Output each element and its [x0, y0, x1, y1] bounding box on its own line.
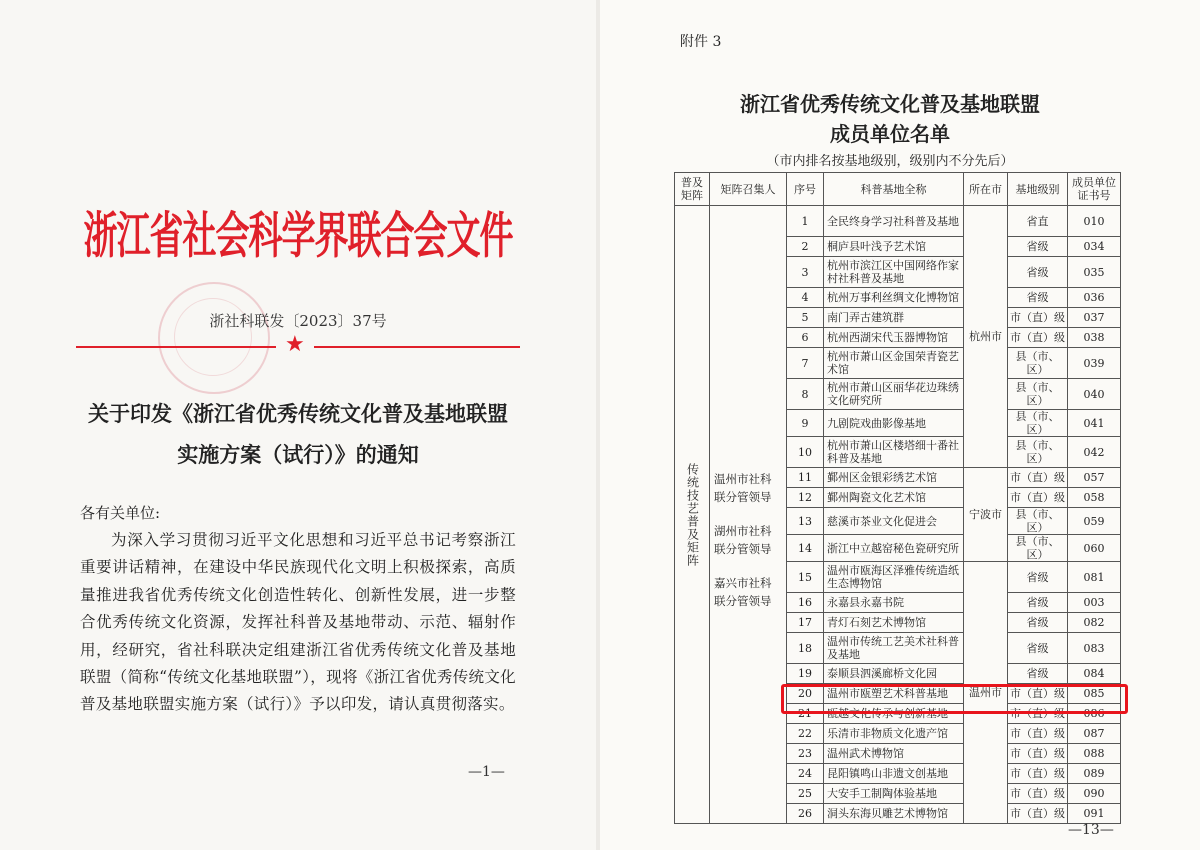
- base-name: 杭州市萧山区丽华花边珠绣文化研究所: [824, 379, 964, 410]
- base-level: 省级: [1008, 562, 1068, 593]
- row-number: 19: [787, 664, 824, 684]
- certificate-number: 084: [1068, 664, 1121, 684]
- certificate-number: 003: [1068, 593, 1121, 613]
- certificate-number: 059: [1068, 508, 1121, 535]
- base-level: 市（直）级: [1008, 328, 1068, 348]
- certificate-number: 088: [1068, 744, 1121, 764]
- list-subtitle: （市内排名按基地级别，级别内不分先后）: [766, 154, 1014, 169]
- base-level: 市（直）级: [1008, 684, 1068, 704]
- document-header: 浙江省社会科学界联合会文件: [83, 207, 513, 266]
- base-name: 杭州市萧山区楼塔细十番社科普及基地: [824, 437, 964, 468]
- certificate-number: 038: [1068, 328, 1121, 348]
- base-level: 省级: [1008, 613, 1068, 633]
- page-number-left: —1—: [468, 764, 505, 780]
- base-level: 省级: [1008, 288, 1068, 308]
- base-name: 全民终身学习社科普及基地: [824, 206, 964, 237]
- base-name: 青灯石刻艺术博物馆: [824, 613, 964, 633]
- certificate-number: 041: [1068, 410, 1121, 437]
- base-level: 省级: [1008, 664, 1068, 684]
- table-row: [675, 206, 1121, 237]
- certificate-number: 085: [1068, 684, 1121, 704]
- row-number: 20: [787, 684, 824, 704]
- base-name: 温州市瓯塑艺术科普基地: [824, 684, 964, 704]
- row-number: 6: [787, 328, 824, 348]
- member-table: [674, 172, 1121, 824]
- attachment-label: 附件 3: [680, 34, 722, 50]
- convener-name: 温州市社科联分管领导: [714, 472, 772, 504]
- base-level: 县（市、区）: [1008, 437, 1068, 468]
- base-name: 瓯越文化传承与创新基地: [824, 704, 964, 724]
- list-title-line1: 浙江省优秀传统文化普及基地联盟: [740, 92, 1040, 116]
- row-number: 1: [787, 206, 824, 237]
- column-header: 科普基地全称: [824, 173, 964, 206]
- base-level: 市（直）级: [1008, 704, 1068, 724]
- certificate-number: 090: [1068, 784, 1121, 804]
- certificate-number: 010: [1068, 206, 1121, 237]
- city-cell: 杭州市: [964, 206, 1008, 468]
- row-number: 22: [787, 724, 824, 744]
- row-number: 10: [787, 437, 824, 468]
- column-header: 基地级别: [1008, 173, 1068, 206]
- base-name: 南门弄古建筑群: [824, 308, 964, 328]
- page-number-right: —13—: [1068, 822, 1114, 838]
- base-level: 省级: [1008, 257, 1068, 288]
- column-header: 普及矩阵: [675, 173, 710, 206]
- column-header: 序号: [787, 173, 824, 206]
- red-star-icon: ★: [285, 332, 305, 357]
- base-level: 县（市、区）: [1008, 379, 1068, 410]
- base-name: 洞头东海贝雕艺术博物馆: [824, 804, 964, 824]
- row-number: 9: [787, 410, 824, 437]
- certificate-number: 086: [1068, 704, 1121, 724]
- row-number: 16: [787, 593, 824, 613]
- salutation: 各有关单位:: [80, 504, 161, 522]
- base-name: 杭州万事利丝绸文化博物馆: [824, 288, 964, 308]
- base-level: 县（市、区）: [1008, 410, 1068, 437]
- base-level: 省级: [1008, 237, 1068, 257]
- base-name: 桐庐县叶浅予艺术馆: [824, 237, 964, 257]
- base-name: 杭州市萧山区金国荣青瓷艺术馆: [824, 348, 964, 379]
- base-name: 大安手工制陶体验基地: [824, 784, 964, 804]
- base-level: 市（直）级: [1008, 784, 1068, 804]
- base-name: 泰顺县泗溪廊桥文化园: [824, 664, 964, 684]
- base-level: 市（直）级: [1008, 488, 1068, 508]
- base-name: 杭州市滨江区中国网络作家村社科普及基地: [824, 257, 964, 288]
- table-header-row: [675, 173, 1121, 206]
- base-name: 杭州西湖宋代玉器博物馆: [824, 328, 964, 348]
- base-level: 市（直）级: [1008, 764, 1068, 784]
- row-number: 18: [787, 633, 824, 664]
- base-name: 鄞州区金银彩绣艺术馆: [824, 468, 964, 488]
- row-number: 11: [787, 468, 824, 488]
- city-cell: 宁波市: [964, 468, 1008, 562]
- row-number: 12: [787, 488, 824, 508]
- column-header: 矩阵召集人: [710, 173, 787, 206]
- certificate-number: 034: [1068, 237, 1121, 257]
- red-divider-left: [76, 346, 276, 348]
- certificate-number: 060: [1068, 535, 1121, 562]
- base-level: 省级: [1008, 593, 1068, 613]
- certificate-number: 081: [1068, 562, 1121, 593]
- official-seal: [158, 282, 270, 394]
- row-number: 24: [787, 764, 824, 784]
- row-number: 13: [787, 508, 824, 535]
- highlight-box: [781, 684, 1128, 714]
- row-number: 7: [787, 348, 824, 379]
- certificate-number: 035: [1068, 257, 1121, 288]
- certificate-number: 058: [1068, 488, 1121, 508]
- row-number: 15: [787, 562, 824, 593]
- convener-cell: [710, 206, 787, 824]
- row-number: 8: [787, 379, 824, 410]
- base-name: 温州市瓯海区泽雅传统造纸生态博物馆: [824, 562, 964, 593]
- column-header: 所在市: [964, 173, 1008, 206]
- certificate-number: 040: [1068, 379, 1121, 410]
- row-number: 23: [787, 744, 824, 764]
- base-level: 县（市、区）: [1008, 508, 1068, 535]
- convener-name: 湖州市社科联分管领导: [714, 524, 772, 556]
- base-level: 市（直）级: [1008, 468, 1068, 488]
- notice-title-line1: 关于印发《浙江省优秀传统文化普及基地联盟: [88, 402, 508, 426]
- base-level: 县（市、区）: [1008, 535, 1068, 562]
- certificate-number: 037: [1068, 308, 1121, 328]
- base-name: 九剧院戏曲影像基地: [824, 410, 964, 437]
- base-level: 省级: [1008, 633, 1068, 664]
- row-number: 17: [787, 613, 824, 633]
- list-title-line2: 成员单位名单: [830, 122, 950, 146]
- red-divider-right: [314, 346, 520, 348]
- city-cell: 温州市: [964, 562, 1008, 824]
- certificate-number: 087: [1068, 724, 1121, 744]
- row-number: 5: [787, 308, 824, 328]
- row-number: 2: [787, 237, 824, 257]
- certificate-number: 091: [1068, 804, 1121, 824]
- convener-name: 嘉兴市社科联分管领导: [714, 576, 772, 608]
- column-header: 成员单位证书号: [1068, 173, 1121, 206]
- certificate-number: 036: [1068, 288, 1121, 308]
- document-number: 浙社科联发〔2023〕37号: [209, 312, 387, 330]
- base-level: 市（直）级: [1008, 804, 1068, 824]
- base-name: 浙江中立越窑秘色瓷研究所: [824, 535, 964, 562]
- certificate-number: 082: [1068, 613, 1121, 633]
- row-number: 21: [787, 704, 824, 724]
- certificate-number: 042: [1068, 437, 1121, 468]
- base-name: 慈溪市茶业文化促进会: [824, 508, 964, 535]
- row-number: 14: [787, 535, 824, 562]
- certificate-number: 039: [1068, 348, 1121, 379]
- certificate-number: 057: [1068, 468, 1121, 488]
- base-name: 昆阳镇鸣山非遗文创基地: [824, 764, 964, 784]
- certificate-number: 083: [1068, 633, 1121, 664]
- notice-title-line2: 实施方案（试行）》的通知: [177, 443, 419, 467]
- row-number: 26: [787, 804, 824, 824]
- base-level: 市（直）级: [1008, 724, 1068, 744]
- base-name: 永嘉县永嘉书院: [824, 593, 964, 613]
- base-name: 乐清市非物质文化遗产馆: [824, 724, 964, 744]
- body-paragraph: 为深入学习贯彻习近平文化思想和习近平总书记考察浙江重要讲话精神，在建设中华民族现代化文明上积极探索，高质量推进我省优秀传统文化创造性转化、创新性发展，进一步整合优秀传统文化资源，发挥社科普及基地带动、示范、辐射作用，经研究，省社科联决定组建浙江省优秀传统文化普及基地联盟（简称“传统文化基地联盟”），现将《浙江省优秀传统文化普及基地联盟实施方案（试行）》予以印发，请认真贯彻落实。: [80, 531, 516, 714]
- base-name: 鄞州陶瓷文化艺术馆: [824, 488, 964, 508]
- row-number: 25: [787, 784, 824, 804]
- base-level: 省直: [1008, 206, 1068, 237]
- row-number: 4: [787, 288, 824, 308]
- base-name: 温州武术博物馆: [824, 744, 964, 764]
- left-page: [0, 0, 596, 850]
- certificate-number: 089: [1068, 764, 1121, 784]
- base-level: 市（直）级: [1008, 308, 1068, 328]
- row-number: 3: [787, 257, 824, 288]
- base-level: 市（直）级: [1008, 744, 1068, 764]
- base-level: 县（市、区）: [1008, 348, 1068, 379]
- matrix-cell: 传统技艺普及矩阵: [675, 206, 710, 824]
- base-name: 温州市传统工艺美术社科普及基地: [824, 633, 964, 664]
